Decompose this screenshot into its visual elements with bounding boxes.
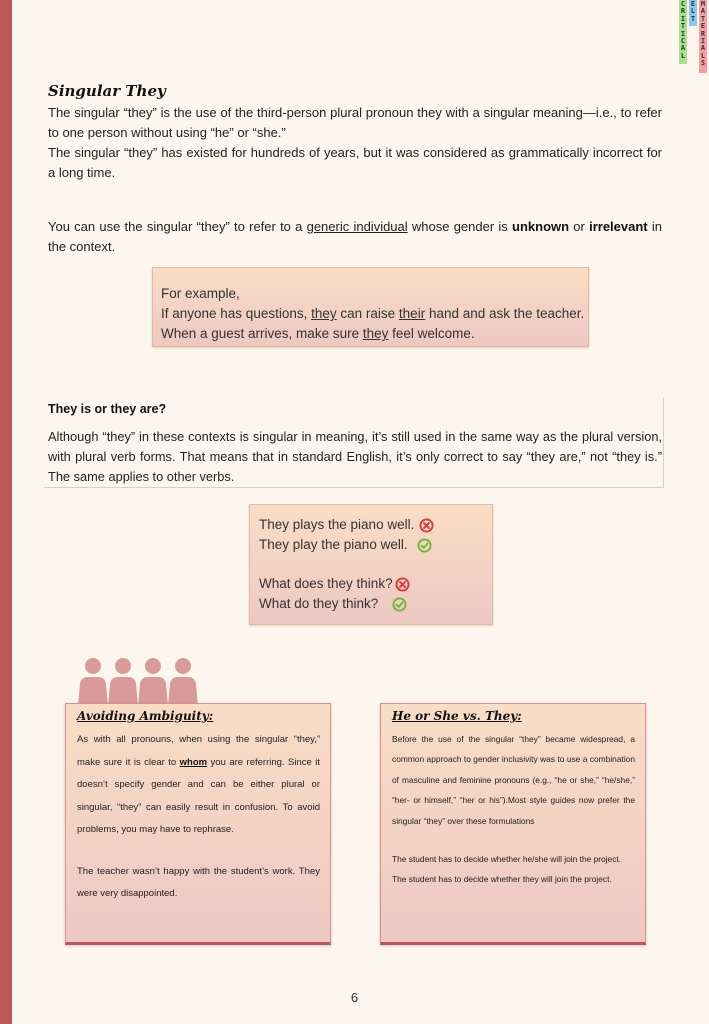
example-row: They play the piano well. — [259, 535, 492, 555]
pronoun-card-title: He or She vs. They: — [392, 709, 522, 723]
brand-letter: L — [700, 51, 706, 60]
pronoun-card-example-2: The student has to decide whether they will join the project. — [392, 874, 612, 885]
pronoun-card-paragraph: Before the use of the singular “they” became widespread, a common approach to gender inclusivity was to use a combination of masculine and feminine pronouns (e.g., “he or she,” “he/she,” “her- or himself,” “her or his”).Most style guides now prefer the singular “they” over these formulations — [392, 734, 635, 826]
brand-column-elt — [689, 0, 697, 26]
ambiguity-card-paragraph: As with all pronouns, when using the singular “they,” make sure it is clear to whom you are referring. Since it doesn’t specify gender and can be either plural or singular, “they” can easily result in confusion. To avoid problems, you may have to rephrase. — [77, 734, 320, 835]
ambiguity-card — [65, 703, 331, 945]
brand-letter: T — [700, 14, 706, 23]
brand-logo — [679, 0, 707, 73]
pronoun-card-example-1: The student has to decide whether he/she will join the project. — [392, 854, 622, 865]
brand-letter: E — [700, 22, 706, 31]
brand-letter: L — [690, 7, 696, 16]
brand-column-critical — [679, 0, 687, 64]
pronoun-comparison-card — [380, 703, 646, 945]
ambiguity-card-example: The teacher wasn’t happy with the student’s work. They were very disappointed. — [77, 865, 320, 899]
brand-letter: A — [680, 44, 686, 53]
brand-letter: L — [680, 51, 686, 60]
brand-letter: C — [680, 0, 686, 8]
section-title: Singular They — [48, 82, 166, 100]
brand-letter: T — [680, 22, 686, 31]
brand-letter: T — [690, 14, 696, 23]
cross-circle-icon — [419, 518, 434, 533]
brand-letter: I — [680, 29, 686, 38]
example-row: What do they think? — [259, 594, 492, 614]
example-box — [152, 267, 589, 347]
brand-letter: M — [700, 0, 706, 8]
example-row: They plays the piano well. — [259, 515, 492, 535]
subsection-paragraph: Although “they” in these contexts is singular in meaning, it’s still used in the same way as the plural version, with plural verb forms. That means that in standard English, it’s only correct to say “they are,” not “they is.” The same applies to other verbs. — [48, 429, 662, 484]
verb-agreement-examples — [249, 504, 493, 625]
usage-paragraph: You can use the singular “they” to refer to a generic individual whose gender is unknown or irrelevant in the context. — [48, 219, 662, 254]
brand-letter: R — [680, 7, 686, 16]
subsection-title: They is or they are? — [48, 402, 167, 416]
intro-paragraph: The singular “they” is the use of the third-person plural pronoun they with a singular meaning—i.e., to refer to one person without using “he” or “she.” The singular “they” has existed for hundreds of years, but it was considered as grammatically incorrect for a long time. — [48, 105, 662, 180]
example-row: What does they think? — [259, 574, 492, 594]
brand-letter: C — [680, 37, 686, 46]
brand-letter: A — [700, 7, 706, 16]
brand-letter: I — [700, 37, 706, 46]
generic-individual-link: generic individual — [306, 219, 408, 234]
cross-circle-icon — [395, 577, 410, 592]
example-intro: For example, — [161, 286, 240, 301]
page-number: 6 — [350, 990, 359, 1005]
people-group-icon — [76, 656, 206, 706]
check-circle-icon — [392, 597, 407, 612]
brand-letter: S — [700, 59, 706, 68]
brand-letter: I — [680, 14, 686, 23]
left-accent-bar — [0, 0, 12, 1024]
brand-letter: A — [700, 44, 706, 53]
example-line-1: If anyone has questions, they can raise their hand and ask the teacher. — [161, 306, 585, 321]
brand-column-materials — [699, 0, 707, 73]
brand-letter: R — [700, 29, 706, 38]
ambiguity-card-title: Avoiding Ambiguity: — [77, 709, 214, 723]
check-circle-icon — [417, 538, 432, 553]
example-line-2: When a guest arrives, make sure they feel welcome. — [161, 326, 475, 341]
brand-letter: E — [690, 0, 696, 8]
